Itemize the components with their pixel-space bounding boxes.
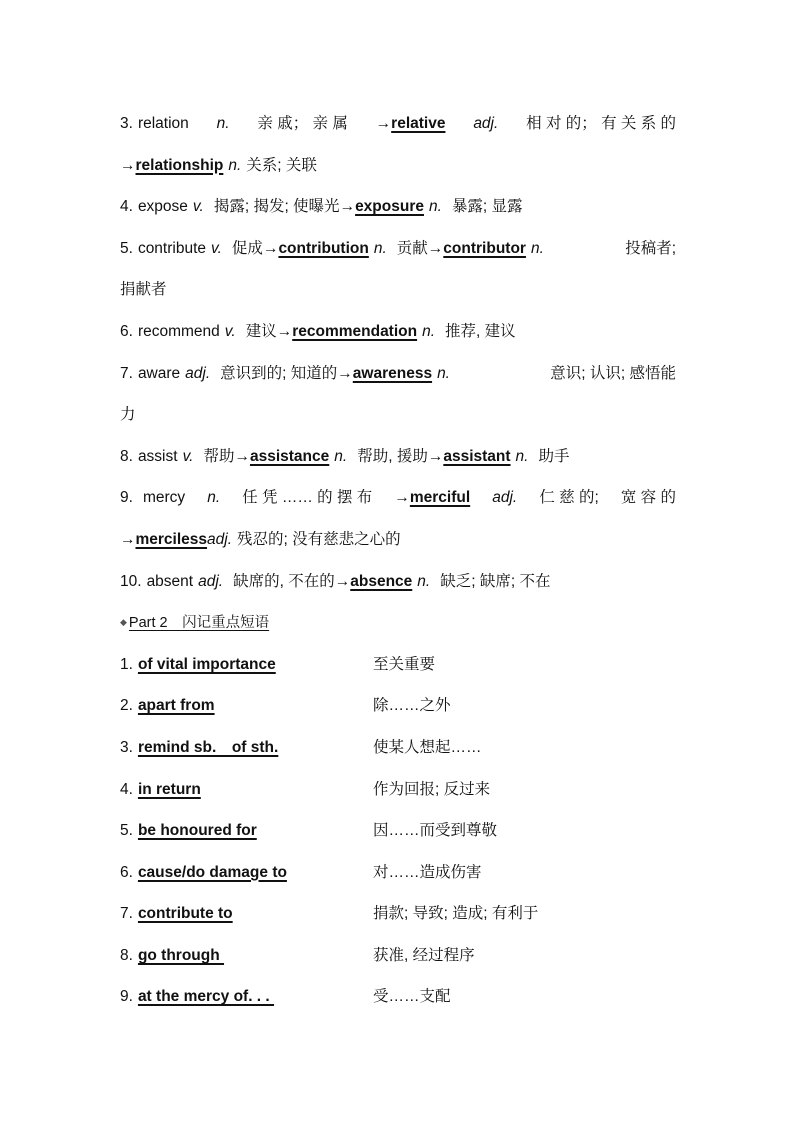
chinese-meaning: 关系; 关联: [246, 156, 317, 174]
part-of-speech: n.: [207, 489, 221, 507]
chinese-meaning: 助手: [538, 447, 570, 465]
section-heading-label: Part 2 闪记重点短语: [128, 615, 270, 632]
arrow-icon: →: [234, 447, 250, 465]
chinese-meaning: 缺席的, 不在的: [233, 572, 335, 590]
phrase-item: [120, 852, 676, 894]
headword: absent: [146, 572, 194, 590]
word-entry-assist: [120, 436, 676, 478]
arrow-icon: →: [339, 198, 356, 216]
phrase-item: [120, 976, 676, 1018]
headword: recommend: [137, 322, 220, 340]
part-of-speech: n.: [334, 447, 348, 465]
phrase-english: contribute to: [137, 905, 233, 923]
phrase-item: [120, 685, 676, 727]
entry-number: 9.: [120, 489, 133, 507]
phrase-item: [120, 893, 676, 935]
headword: mercy: [142, 489, 186, 507]
part-of-speech: n.: [373, 239, 387, 257]
derived-word: contributor: [443, 239, 526, 257]
entry-number: 3.: [120, 115, 133, 132]
chinese-meaning: 推荐, 建议: [445, 322, 516, 340]
phrase-number: 2.: [120, 697, 133, 715]
arrow-icon: →: [120, 530, 136, 548]
part-of-speech: n.: [428, 198, 442, 216]
entry-number: 4.: [120, 198, 133, 216]
arrow-icon: →: [394, 489, 410, 507]
word-entry-mercy-cont: [120, 519, 676, 561]
chinese-meaning: 贡献: [396, 239, 428, 257]
phrase-chinese: 对……造成伤害: [373, 863, 482, 881]
headword: contribute: [137, 239, 207, 257]
chinese-meaning: 捐献者: [120, 281, 167, 299]
chinese-meaning: 相 对 的； 有 关 系 的: [526, 115, 676, 132]
chinese-meaning: 缺乏; 缺席; 不在: [440, 572, 551, 590]
part-of-speech: adj.: [473, 115, 499, 132]
phrase-chinese: 捐款; 导致; 造成; 有利于: [373, 905, 539, 923]
phrase-chinese: 除……之外: [373, 697, 451, 715]
headword: expose: [137, 198, 188, 216]
chinese-meaning: 亲 戚； 亲 属: [257, 115, 348, 132]
chinese-meaning: 残忍的; 没有慈悲之心的: [237, 530, 401, 548]
word-entry-recommend: [120, 311, 676, 353]
part-of-speech: n.: [530, 239, 544, 257]
phrase-english: in return: [137, 780, 201, 798]
derived-word: relationship: [135, 156, 224, 174]
arrow-icon: →: [337, 364, 353, 382]
derived-word: absence: [350, 572, 413, 590]
word-entry-absent: [120, 561, 676, 603]
entry-number: 8.: [120, 447, 133, 465]
part-of-speech: adj.: [198, 572, 224, 590]
phrase-chinese: 作为回报; 反过来: [373, 780, 491, 798]
part-of-speech: n.: [417, 572, 431, 590]
headword: assist: [137, 447, 178, 465]
chinese-meaning: 帮助, 援助: [357, 447, 428, 465]
derived-word: assistance: [249, 447, 330, 465]
word-entry-aware-cont: [120, 394, 676, 436]
derived-word: merciless: [135, 530, 208, 548]
phrase-item: [120, 644, 676, 686]
phrase-english: of vital importance: [137, 655, 276, 673]
derived-word: exposure: [355, 198, 424, 216]
diamond-bullet-icon: ◆: [120, 617, 127, 628]
phrase-number: 9.: [120, 988, 133, 1006]
chinese-meaning: 建议: [245, 322, 277, 340]
phrase-english: at the mercy of. . .: [137, 988, 275, 1006]
derived-word: recommendation: [292, 322, 418, 340]
chinese-meaning: 揭露; 揭发; 使曝光: [213, 198, 340, 216]
phrase-item: [120, 769, 676, 811]
phrase-number: 7.: [120, 905, 133, 923]
phrase-chinese: 至关重要: [373, 655, 436, 673]
phrase-number: 8.: [120, 946, 133, 964]
part-of-speech: v.: [224, 322, 236, 340]
phrase-english: go through: [137, 946, 225, 964]
part-of-speech: n.: [228, 156, 242, 174]
part-of-speech: n.: [515, 447, 529, 465]
chinese-meaning: 任 凭 …… 的 摆 布: [242, 489, 373, 507]
phrase-english: be honoured for: [137, 822, 257, 840]
word-entry-aware: [120, 353, 676, 395]
word-entry-contribute-cont: [120, 269, 676, 311]
phrase-english: remind sb. of sth.: [137, 738, 279, 756]
phrase-number: 1.: [120, 655, 133, 673]
entry-number: 7.: [120, 364, 133, 382]
phrase-chinese: 获准, 经过程序: [373, 946, 475, 964]
phrase-chinese: 因……而受到尊敬: [373, 822, 498, 840]
phrase-english: apart from: [137, 697, 215, 715]
phrase-number: 5.: [120, 822, 133, 840]
section-heading-part2: [120, 602, 676, 644]
part-of-speech: v.: [192, 198, 204, 216]
phrase-item: [120, 935, 676, 977]
chinese-meaning: 投稿者;: [625, 239, 676, 257]
document-content: [120, 103, 676, 1018]
word-entry-relation: [120, 103, 676, 145]
part-of-speech: n.: [422, 322, 436, 340]
chinese-meaning: 宽 容 的: [620, 489, 676, 507]
entry-number: 10.: [120, 572, 142, 590]
chinese-meaning: 意识; 认识; 感悟能: [550, 364, 676, 382]
entry-number: 5.: [120, 239, 133, 257]
chinese-meaning: 力: [120, 406, 136, 424]
part-of-speech: v.: [211, 239, 222, 257]
headword: aware: [137, 364, 181, 382]
derived-word: merciful: [409, 489, 471, 507]
phrase-number: 6.: [120, 863, 133, 881]
chinese-meaning: 仁 慈 的;: [539, 489, 599, 507]
phrase-chinese: 使某人想起……: [373, 738, 482, 756]
phrase-english: cause/do damage to: [137, 863, 287, 881]
arrow-icon: →: [276, 322, 293, 340]
phrase-number: 3.: [120, 738, 133, 756]
arrow-icon: →: [427, 239, 444, 257]
word-entry-contribute: [120, 228, 676, 270]
word-entry-mercy: [120, 477, 676, 519]
derived-word: assistant: [443, 447, 511, 465]
part-of-speech: adj.: [207, 530, 233, 548]
arrow-icon: →: [427, 447, 444, 465]
entry-number: 6.: [120, 322, 133, 340]
part-of-speech: n.: [216, 115, 230, 132]
chinese-meaning: 帮助: [203, 447, 235, 465]
phrase-number: 4.: [120, 780, 133, 798]
headword: relation: [137, 115, 189, 132]
phrase-chinese: 受……支配: [373, 988, 451, 1006]
arrow-icon: →: [262, 239, 279, 257]
word-entry-relation-cont: [120, 145, 676, 187]
part-of-speech: adj.: [185, 364, 211, 382]
derived-word: awareness: [352, 364, 433, 382]
chinese-meaning: 促成: [231, 239, 263, 257]
arrow-icon: →: [375, 115, 392, 132]
part-of-speech: v.: [182, 447, 194, 465]
word-entry-expose: [120, 186, 676, 228]
arrow-icon: →: [334, 572, 351, 590]
phrase-item: [120, 727, 676, 769]
part-of-speech: n.: [437, 364, 450, 382]
chinese-meaning: 意识到的; 知道的: [220, 364, 338, 382]
phrase-item: [120, 810, 676, 852]
part-of-speech: adj.: [492, 489, 518, 507]
derived-word: relative: [391, 115, 446, 132]
arrow-icon: →: [120, 156, 136, 174]
derived-word: contribution: [278, 239, 369, 257]
chinese-meaning: 暴露; 显露: [451, 198, 523, 216]
